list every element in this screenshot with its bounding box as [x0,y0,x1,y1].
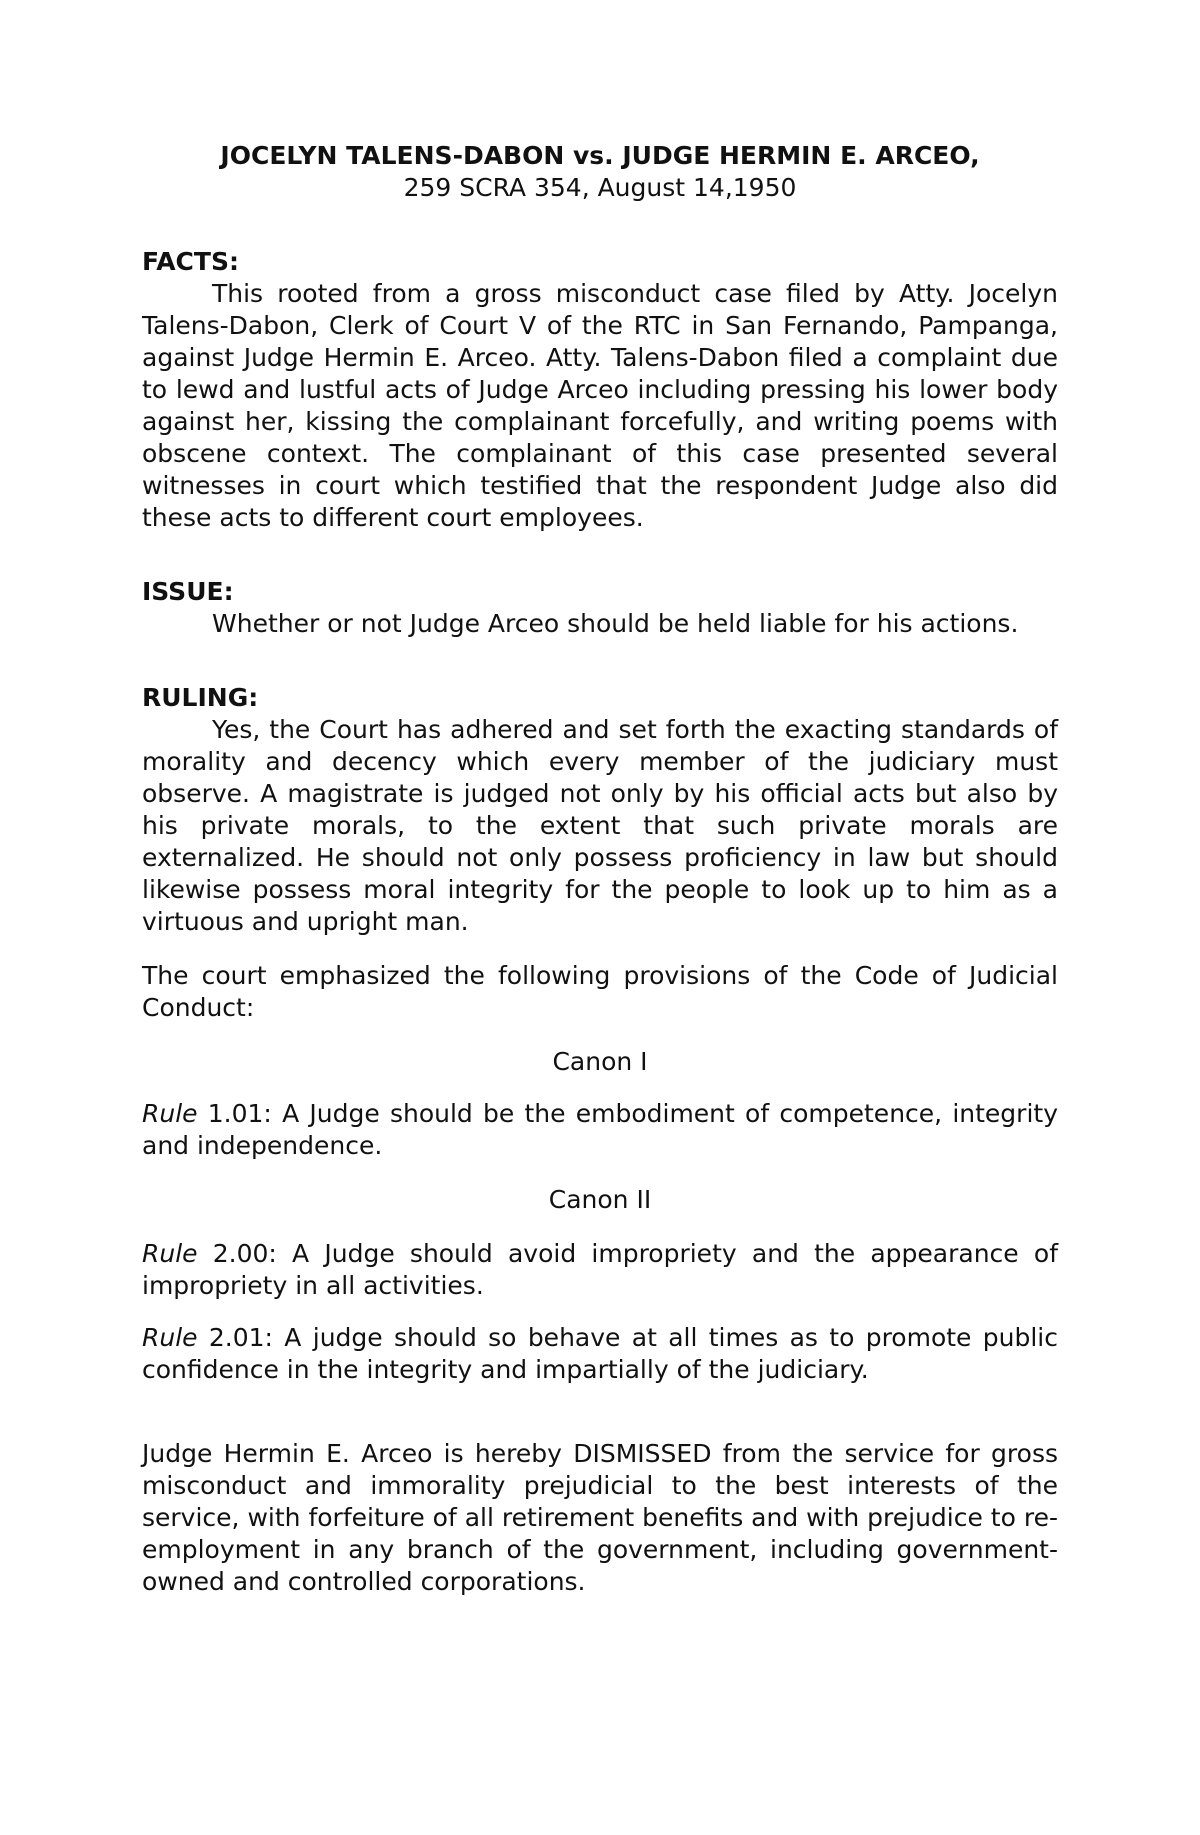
rule-label: Rule [142,1323,198,1352]
spacer [142,534,1058,576]
spacer [142,1216,1058,1238]
facts-heading: FACTS: [142,247,239,276]
spacer [142,1162,1058,1184]
issue-heading: ISSUE: [142,577,234,606]
rule-text: 1.01: A Judge should be the embodiment of competence, integrity and independence. [142,1099,1058,1160]
facts-text: This rooted from a gross misconduct case filed by Atty. Jocelyn Talens-Dabon, Clerk of Court V of the RTC in San Fernando, Pampanga, against Judge Hermin E. Arceo. Atty. Talens-Dabon filed a complaint due to lewd and lustful acts of Judge Arceo including pressing his lower body against her, kissing the complainant forcefully, and writing poems with obscene context. The complainant of this case presented several witnesses in court which testified that the respondent Judge also did these acts to different court employees. [142,279,1058,532]
spacer [142,204,1058,246]
rule-text: 2.01: A judge should so behave at all times as to promote public confidence in the integrity and impartially of the judiciary. [142,1323,1058,1384]
provisions-intro: The court emphasized the following provisions of the Code of Judicial Conduct: [142,961,1058,1022]
ruling-text: Yes, the Court has adhered and set forth the exacting standards of morality and decency which every member of the judiciary must observe. A magistrate is judged not only by his official acts but also by his private morals, to the extent that such private morals are externalized. He should not only possess proficiency in law but should likewise possess moral integrity for the people to look up to him as a virtuous and upright man. [142,715,1058,936]
spacer [142,1078,1058,1098]
rule-text: 2.00: A Judge should avoid impropriety and the appearance of impropriety in all activities. [142,1239,1058,1300]
rule-label: Rule [142,1099,198,1128]
case-citation: 259 SCRA 354, August 14,1950 [403,173,797,202]
rule-1-01 [142,1098,1058,1162]
spacer [142,1302,1058,1322]
disposition-text: Judge Hermin E. Arceo is hereby DISMISSED from the service for gross misconduct and immorality prejudicial to the best interests of the service, with forfeiture of all retirement benefits and with prejudice to re-employment in any branch of the government, including government-owned and controlled corporations. [142,1439,1058,1596]
case-title: JOCELYN TALENS-DABON vs. JUDGE HERMIN E. ARCEO, [220,141,980,170]
rule-2-01 [142,1322,1058,1386]
canon-2-title: Canon II [548,1185,652,1214]
spacer [142,1386,1058,1438]
spacer [142,640,1058,682]
ruling-heading: RULING: [142,683,259,712]
spacer [142,938,1058,960]
rule-label: Rule [142,1239,198,1268]
spacer [142,1024,1058,1046]
canon-1-title: Canon I [552,1047,648,1076]
document-page [142,140,1058,1598]
issue-text: Whether or not Judge Arceo should be held liable for his actions. [212,609,1019,638]
rule-2-00 [142,1238,1058,1302]
